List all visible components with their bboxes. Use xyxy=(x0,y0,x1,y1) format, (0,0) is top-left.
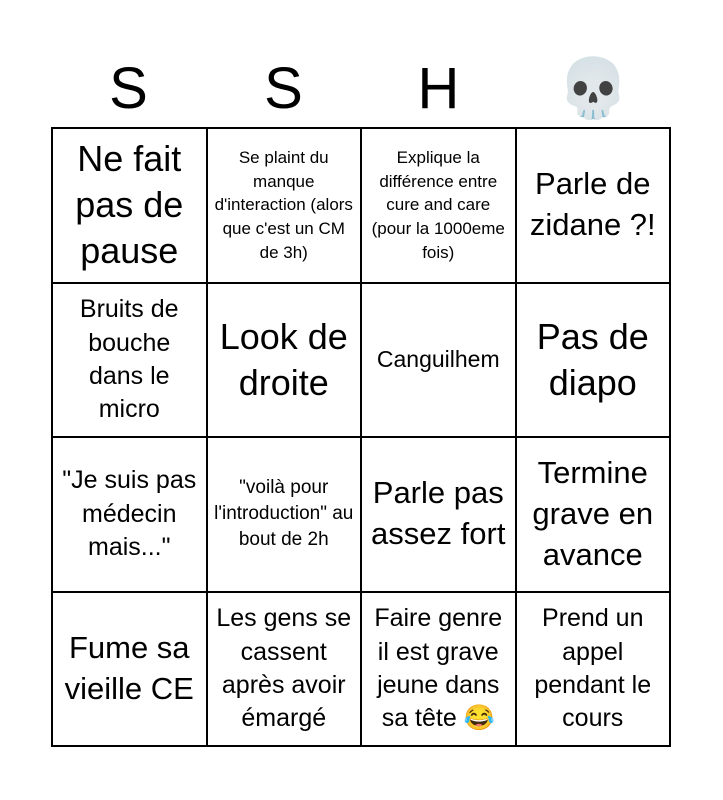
header-letter-3: H xyxy=(417,56,460,121)
bingo-cell-text: Les gens se cassent après avoir émargé xyxy=(216,604,352,732)
skull-icon: 💀 xyxy=(557,56,630,121)
bingo-cell-16[interactable] xyxy=(517,593,672,748)
bingo-cell-text: Termine grave en avance xyxy=(532,454,654,572)
header-letter-1: S xyxy=(109,56,148,121)
bingo-header xyxy=(51,50,671,128)
bingo-cell-text: "Je suis pas médecin mais..." xyxy=(62,466,197,561)
bingo-cell-text: Fume sa vieille CE xyxy=(64,629,194,706)
bingo-cell-text: Pas de diapo xyxy=(536,315,649,403)
bingo-cell-11[interactable] xyxy=(362,438,517,593)
bingo-cell-text: Faire genre il est grave jeune dans sa tête 😂 xyxy=(374,604,503,732)
bingo-cell-text: "voilà pour l'introduction" au bout de 2h xyxy=(214,477,354,551)
bingo-cell-text: Se plaint du manque d'interaction (alors que c'est un CM de 3h) xyxy=(214,147,353,262)
bingo-cell-15[interactable] xyxy=(362,593,517,748)
bingo-cell-7[interactable] xyxy=(362,284,517,439)
bingo-cell-text: Bruits de bouche dans le micro xyxy=(79,295,179,423)
bingo-cell-1[interactable] xyxy=(53,129,208,284)
bingo-cell-13[interactable] xyxy=(53,593,208,748)
header-letter-2: S xyxy=(264,56,303,121)
bingo-cell-text: Parle de zidane ?! xyxy=(529,166,656,243)
bingo-cell-text: Look de droite xyxy=(219,315,348,403)
bingo-cell-text: Canguilhem xyxy=(376,346,500,373)
bingo-cell-4[interactable] xyxy=(517,129,672,284)
bingo-cell-text: Parle pas assez fort xyxy=(371,475,506,552)
bingo-cell-text: Ne fait pas de pause xyxy=(75,138,184,272)
bingo-cell-text: Prend un appel pendant le cours xyxy=(534,604,652,732)
bingo-cell-8[interactable] xyxy=(517,284,672,439)
bingo-cell-6[interactable] xyxy=(208,284,363,439)
bingo-grid xyxy=(51,127,671,747)
bingo-cell-text: Explique la différence entre cure and care (pour la 1000eme fois) xyxy=(371,147,505,262)
bingo-cell-3[interactable] xyxy=(362,129,517,284)
bingo-cell-5[interactable] xyxy=(53,284,208,439)
bingo-cell-14[interactable] xyxy=(208,593,363,748)
bingo-cell-12[interactable] xyxy=(517,438,672,593)
bingo-cell-10[interactable] xyxy=(208,438,363,593)
bingo-cell-9[interactable] xyxy=(53,438,208,593)
bingo-cell-2[interactable] xyxy=(208,129,363,284)
